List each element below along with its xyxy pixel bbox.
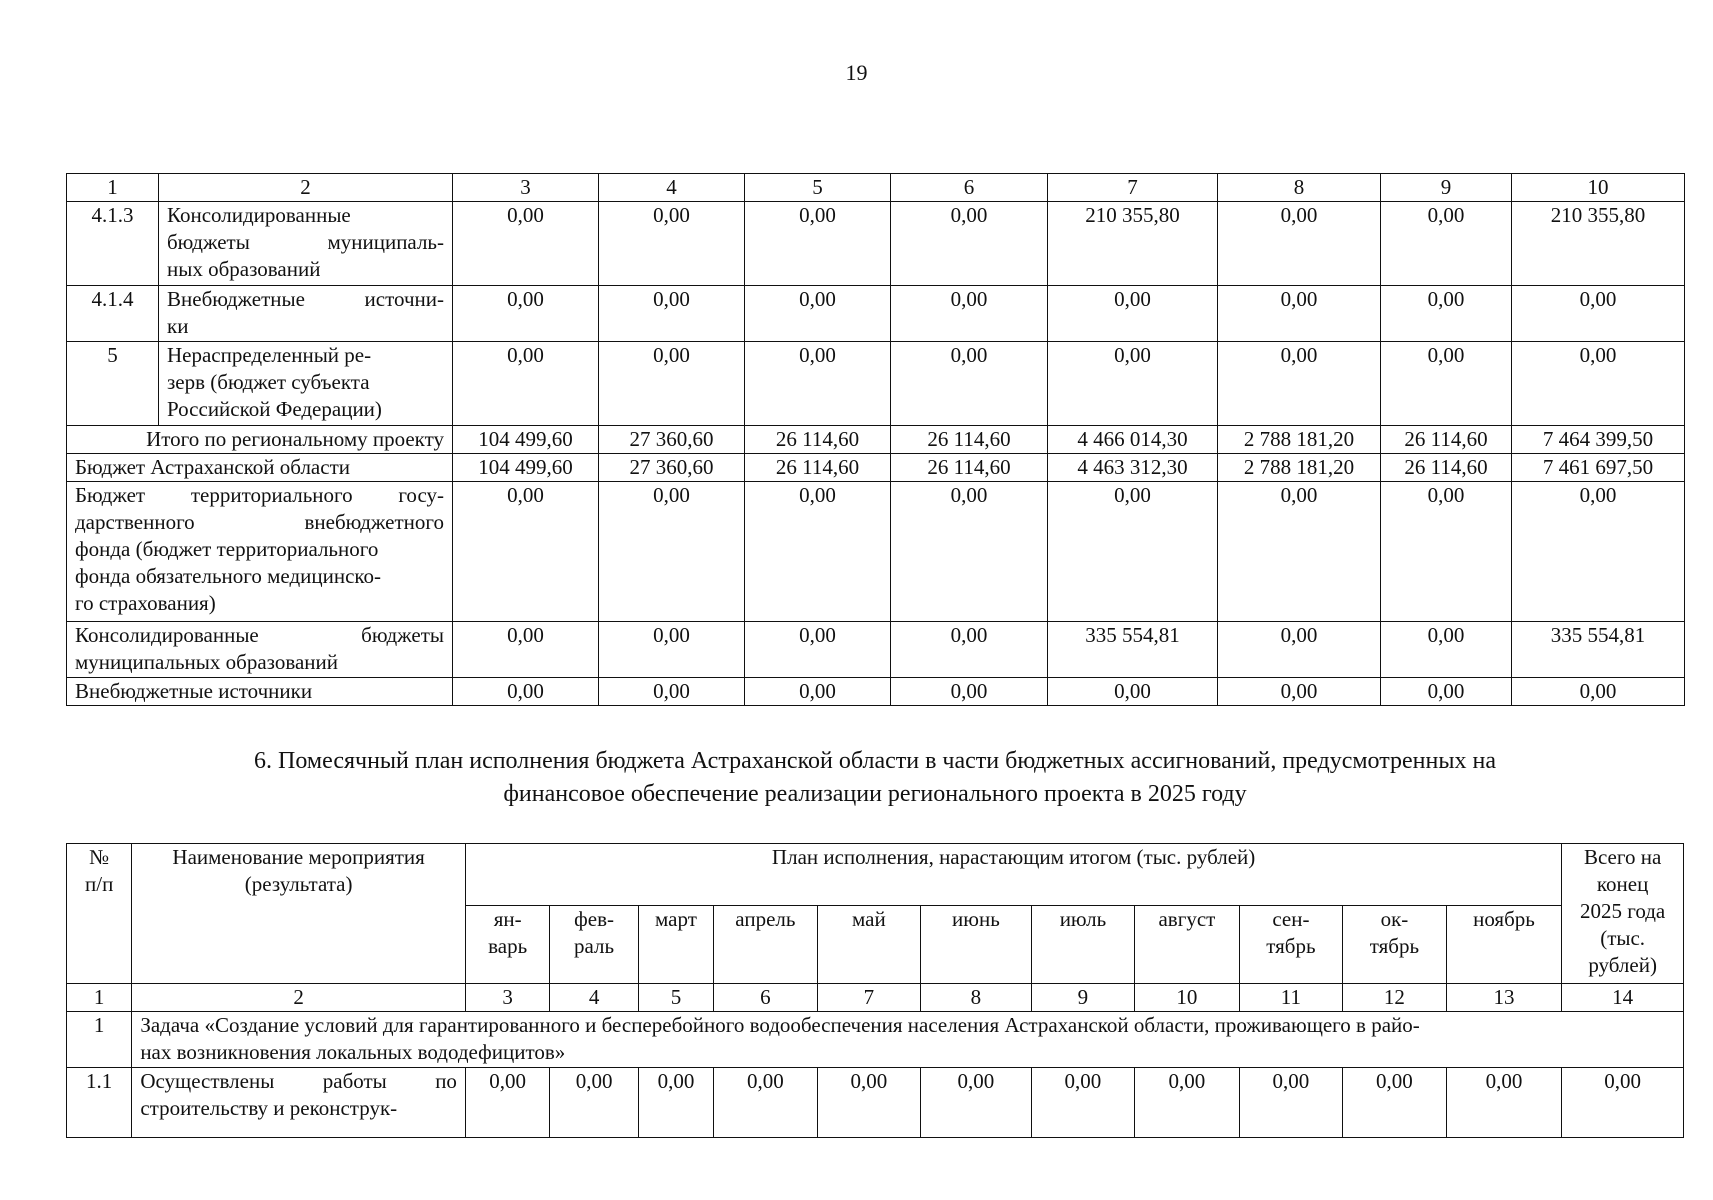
section-heading-line: финансовое обеспечение реализации регионального проекта в 2025 году (503, 781, 1247, 807)
month-header (1031, 906, 1135, 984)
value-cell: 0,00 (638, 1068, 713, 1138)
row-name-word: Консолидированные (75, 623, 259, 647)
value-cell: 0,00 (1512, 678, 1685, 706)
row-name-word: муниципаль- (327, 230, 444, 254)
row-name-line (75, 482, 444, 509)
value-cell: 335 554,81 (1512, 622, 1685, 678)
value-cell: 0,00 (453, 342, 599, 426)
value-cell: 0,00 (891, 286, 1048, 342)
value-cell: 0,00 (1048, 678, 1218, 706)
total-label: Итого по региональному проекту (67, 426, 453, 454)
row-name-word: бюджеты (361, 623, 444, 647)
value-cell: 0,00 (1048, 342, 1218, 426)
task-text (132, 1012, 1684, 1068)
row-name-line: строительству и реконструк- (140, 1096, 398, 1120)
value-cell: 0,00 (745, 678, 891, 706)
header-cell: 6 (891, 174, 1048, 202)
row-name-line: муниципальных образований (75, 650, 338, 674)
column-number: 2 (132, 984, 466, 1012)
header-cell: 3 (453, 174, 599, 202)
value-cell: 0,00 (1446, 1068, 1562, 1138)
value-cell: 210 355,80 (1048, 202, 1218, 286)
month-header (714, 906, 818, 984)
header-cell: 7 (1048, 174, 1218, 202)
value-cell: 4 463 312,30 (1048, 454, 1218, 482)
column-number: 9 (1031, 984, 1135, 1012)
column-number: 7 (817, 984, 921, 1012)
row-name: Внебюджетные источники (67, 678, 453, 706)
table-row (67, 678, 1685, 706)
row-name-line: ных образований (167, 257, 321, 281)
row-number: 4.1.4 (67, 286, 159, 342)
value-cell: 0,00 (1218, 202, 1381, 286)
row-name (132, 1068, 466, 1138)
value-cell: 26 114,60 (745, 426, 891, 454)
value-cell: 0,00 (891, 482, 1048, 622)
value-cell: 0,00 (1218, 286, 1381, 342)
column-number: 4 (550, 984, 638, 1012)
month-header (550, 906, 638, 984)
header-line: Всего на (1583, 845, 1662, 869)
value-cell: 26 114,60 (745, 454, 891, 482)
value-cell: 0,00 (1381, 202, 1512, 286)
row-name-line: Консолидированные (167, 203, 351, 227)
row-name-line (167, 286, 444, 313)
number-header (67, 844, 132, 984)
column-number: 8 (921, 984, 1032, 1012)
month-header (638, 906, 713, 984)
value-cell: 26 114,60 (891, 426, 1048, 454)
header-cell: 4 (599, 174, 745, 202)
table-row (67, 1068, 1684, 1138)
value-cell: 0,00 (1343, 1068, 1447, 1138)
value-cell: 2 788 181,20 (1218, 454, 1381, 482)
table-row (67, 454, 1685, 482)
row-name-line (167, 229, 444, 256)
header-line: Наименование мероприятия (172, 845, 425, 869)
value-cell: 0,00 (1381, 286, 1512, 342)
month-line: июль (1059, 907, 1107, 931)
section-heading-line: 6. Помесячный план исполнения бюджета Астраханской области в части бюджетных ассигнований, предусмотренных на (254, 748, 1496, 774)
month-line: ноябрь (1473, 907, 1535, 931)
value-cell: 0,00 (745, 482, 891, 622)
value-cell: 0,00 (1381, 482, 1512, 622)
row-name-word: дарственного (75, 510, 195, 534)
value-cell: 0,00 (817, 1068, 921, 1138)
row-name-word: Осуществлены (140, 1069, 275, 1093)
value-cell: 104 499,60 (453, 454, 599, 482)
header-cell: 9 (1381, 174, 1512, 202)
total-header (1562, 844, 1684, 984)
value-cell: 0,00 (1218, 622, 1381, 678)
row-name-word: госу- (398, 483, 444, 507)
value-cell: 26 114,60 (1381, 454, 1512, 482)
value-cell: 0,00 (1512, 286, 1685, 342)
header-line: (тыс. (1600, 926, 1646, 950)
month-line: тябрь (1369, 934, 1420, 958)
header-line: п/п (85, 872, 114, 896)
row-name (159, 286, 453, 342)
month-header (1135, 906, 1240, 984)
column-number: 6 (714, 984, 818, 1012)
header-cell: 10 (1512, 174, 1685, 202)
month-line: июнь (952, 907, 1000, 931)
value-cell: 0,00 (599, 622, 745, 678)
value-cell: 0,00 (453, 286, 599, 342)
row-name-word: внебюджетного (304, 510, 444, 534)
value-cell: 0,00 (1031, 1068, 1135, 1138)
column-number: 3 (465, 984, 549, 1012)
column-number: 5 (638, 984, 713, 1012)
value-cell: 4 466 014,30 (1048, 426, 1218, 454)
month-header (1343, 906, 1447, 984)
header-cell: 1 (67, 174, 159, 202)
row-name (159, 342, 453, 426)
row-name: Бюджет Астраханской области (67, 454, 453, 482)
row-name-line: го страхования) (75, 591, 216, 615)
value-cell: 0,00 (1512, 482, 1685, 622)
value-cell: 0,00 (1218, 342, 1381, 426)
value-cell: 0,00 (891, 202, 1048, 286)
value-cell: 7 464 399,50 (1512, 426, 1685, 454)
value-cell: 0,00 (1381, 678, 1512, 706)
value-cell: 0,00 (1135, 1068, 1240, 1138)
value-cell: 104 499,60 (453, 426, 599, 454)
regional-project-finance-table (66, 173, 1685, 706)
row-name-line (75, 622, 444, 649)
row-name-word: бюджеты (167, 230, 250, 254)
value-cell: 0,00 (745, 342, 891, 426)
row-name-line: фонда обязательного медицинско- (75, 564, 382, 588)
header-line: (результата) (244, 872, 353, 896)
month-header (1239, 906, 1343, 984)
row-name-line (140, 1068, 457, 1095)
value-cell: 0,00 (891, 342, 1048, 426)
value-cell: 0,00 (745, 622, 891, 678)
value-cell: 0,00 (453, 482, 599, 622)
month-line: ок- (1380, 907, 1409, 931)
task-text-line: нах возникновения локальных вододефицитов» (140, 1040, 566, 1064)
value-cell: 0,00 (1381, 622, 1512, 678)
table-row (67, 622, 1685, 678)
month-header (465, 906, 549, 984)
header-line: рублей) (1588, 953, 1657, 977)
row-number: 4.1.3 (67, 202, 159, 286)
month-line: варь (488, 934, 528, 958)
column-number: 10 (1135, 984, 1240, 1012)
header-line: конец (1596, 872, 1649, 896)
row-number: 5 (67, 342, 159, 426)
row-name (159, 202, 453, 286)
value-cell: 0,00 (1239, 1068, 1343, 1138)
month-line: раль (574, 934, 615, 958)
value-cell: 0,00 (453, 678, 599, 706)
month-line: фев- (574, 907, 614, 931)
value-cell: 0,00 (921, 1068, 1032, 1138)
value-cell: 0,00 (745, 202, 891, 286)
month-header (1446, 906, 1562, 984)
value-cell: 0,00 (599, 678, 745, 706)
table-row (67, 202, 1685, 286)
value-cell: 0,00 (1218, 678, 1381, 706)
value-cell: 0,00 (714, 1068, 818, 1138)
value-cell: 0,00 (1048, 286, 1218, 342)
value-cell: 0,00 (891, 622, 1048, 678)
month-line: август (1158, 907, 1216, 931)
row-name-word: территориального (190, 483, 353, 507)
value-cell: 0,00 (453, 202, 599, 286)
row-name-line: ки (167, 314, 189, 338)
value-cell: 0,00 (1048, 482, 1218, 622)
total-row (67, 426, 1685, 454)
value-cell: 0,00 (599, 342, 745, 426)
month-line: май (852, 907, 886, 931)
value-cell: 27 360,60 (599, 426, 745, 454)
row-name (67, 482, 453, 622)
value-cell: 7 461 697,50 (1512, 454, 1685, 482)
row-name-line (75, 509, 444, 536)
row-name-word: работы (322, 1069, 387, 1093)
table-row (67, 482, 1685, 622)
page-number: 19 (845, 60, 868, 85)
value-cell: 26 114,60 (1381, 426, 1512, 454)
monthly-plan-table (66, 843, 1684, 1138)
header-cell: 5 (745, 174, 891, 202)
table-row (67, 286, 1685, 342)
header-cell: 2 (159, 174, 453, 202)
plan-header: План исполнения, нарастающим итогом (тыс. рублей) (465, 844, 1561, 906)
row-name-word: источни- (364, 287, 444, 311)
value-cell: 0,00 (453, 622, 599, 678)
row-number: 1.1 (67, 1068, 132, 1138)
value-cell: 27 360,60 (599, 454, 745, 482)
value-cell: 0,00 (1562, 1068, 1684, 1138)
row-name-word: по (435, 1069, 457, 1093)
column-number-row (67, 984, 1684, 1012)
value-cell: 0,00 (599, 202, 745, 286)
row-name-word: Внебюджетные (167, 287, 305, 311)
row-name-word: Бюджет (75, 483, 146, 507)
section-heading (66, 745, 1684, 811)
value-cell: 2 788 181,20 (1218, 426, 1381, 454)
value-cell: 0,00 (1218, 482, 1381, 622)
value-cell: 210 355,80 (1512, 202, 1685, 286)
value-cell: 0,00 (1512, 342, 1685, 426)
value-cell: 0,00 (599, 482, 745, 622)
month-line: апрель (735, 907, 796, 931)
month-line: тябрь (1266, 934, 1316, 958)
column-number: 14 (1562, 984, 1684, 1012)
column-number: 13 (1446, 984, 1562, 1012)
value-cell: 0,00 (745, 286, 891, 342)
month-line: март (655, 907, 697, 931)
value-cell: 0,00 (891, 678, 1048, 706)
header-line: № (89, 845, 110, 869)
row-name (67, 622, 453, 678)
value-cell: 335 554,81 (1048, 622, 1218, 678)
column-number: 11 (1239, 984, 1343, 1012)
row-name-line: фонда (бюджет территориального (75, 537, 379, 561)
value-cell: 0,00 (599, 286, 745, 342)
name-header (132, 844, 466, 984)
value-cell: 26 114,60 (891, 454, 1048, 482)
header-line: 2025 года (1580, 899, 1666, 923)
value-cell: 0,00 (1381, 342, 1512, 426)
row-name-line: зерв (бюджет субъекта (167, 370, 370, 394)
task-row (67, 1012, 1684, 1068)
task-text-line: Задача «Создание условий для гарантированного и бесперебойного водообеспечения населения Астраханской области, проживающего в райо- (140, 1013, 1420, 1037)
table-row (67, 342, 1685, 426)
column-number: 12 (1343, 984, 1447, 1012)
month-header (817, 906, 921, 984)
row-number: 1 (67, 1012, 132, 1068)
month-header (921, 906, 1032, 984)
row-name-line: Российской Федерации) (167, 397, 382, 421)
value-cell: 0,00 (550, 1068, 638, 1138)
month-line: сен- (1272, 907, 1310, 931)
header-row (67, 174, 1685, 202)
header-row (67, 844, 1684, 906)
column-number: 1 (67, 984, 132, 1012)
value-cell: 0,00 (465, 1068, 549, 1138)
row-name-line: Нераспределенный ре- (167, 343, 372, 367)
header-cell: 8 (1218, 174, 1381, 202)
month-line: ян- (493, 907, 522, 931)
